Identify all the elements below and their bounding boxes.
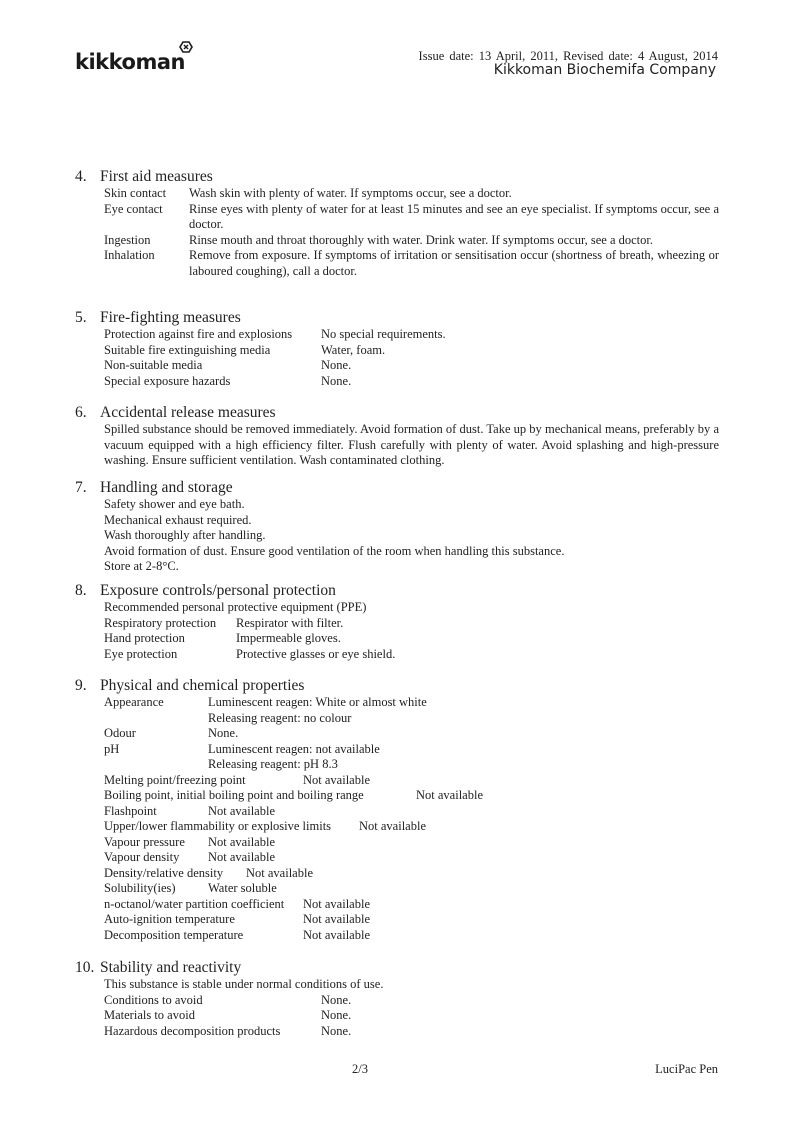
fire-row xyxy=(104,343,719,359)
property-label: Density/relative density xyxy=(104,865,224,880)
section-title: Physical and chemical properties xyxy=(100,677,305,694)
field-label: Protection against fire and explosions xyxy=(104,327,293,341)
field-value: Wash skin with plenty of water. If symptoms occur, see a doctor. xyxy=(189,186,512,200)
fire-row xyxy=(104,327,719,343)
product-name: LuciPac Pen xyxy=(655,1062,718,1076)
handling-line: Mechanical exhaust required. xyxy=(104,512,252,527)
section-number: 6. xyxy=(75,404,87,421)
section-heading xyxy=(75,479,719,497)
field-label: Respiratory protection xyxy=(104,615,217,630)
section-title: Stability and reactivity xyxy=(100,959,242,976)
property-label: Decomposition temperature xyxy=(104,927,244,942)
section-title: Accidental release measures xyxy=(100,404,276,421)
property-value: Not available xyxy=(303,912,370,926)
section-heading xyxy=(75,677,719,695)
handling-line: Avoid formation of dust. Ensure good ventilation of the room when handling this substance. xyxy=(104,543,565,558)
field-value: No special requirements. xyxy=(321,327,446,341)
property-row xyxy=(104,695,719,711)
property-label: Appearance xyxy=(104,695,164,709)
property-row xyxy=(104,726,719,742)
property-row xyxy=(104,788,719,804)
section-first-aid xyxy=(75,168,719,279)
field-value: Water, foam. xyxy=(321,342,386,357)
section-heading xyxy=(75,404,719,422)
field-label: Suitable fire extinguishing media xyxy=(104,342,271,357)
section-exposure-controls xyxy=(75,582,719,662)
property-row xyxy=(104,866,719,882)
property-row xyxy=(104,928,719,944)
property-value: Not available xyxy=(246,865,313,880)
field-label: Hazardous decomposition products xyxy=(104,1023,281,1038)
stability-row xyxy=(104,993,719,1009)
first-aid-row xyxy=(104,202,719,233)
stability-intro: This substance is stable under normal conditions of use. xyxy=(104,977,384,991)
kikkoman-logo xyxy=(75,40,195,74)
field-value: Respirator with filter. xyxy=(236,615,344,630)
property-label: Solubility(ies) xyxy=(104,881,176,895)
section-heading xyxy=(75,582,719,600)
ppe-row xyxy=(104,631,719,647)
property-value: Luminescent reagen: White or almost white xyxy=(208,695,427,709)
stability-row xyxy=(104,1008,719,1024)
handling-line: Safety shower and eye bath. xyxy=(104,497,245,511)
page-number: 2/3 xyxy=(352,1062,368,1076)
field-label: Eye protection xyxy=(104,646,178,661)
section-number: 9. xyxy=(75,677,87,694)
first-aid-row xyxy=(104,248,719,279)
property-label: Melting point/freezing point xyxy=(104,772,246,787)
property-row xyxy=(104,773,719,789)
property-row xyxy=(104,835,719,851)
ppe-intro: Recommended personal protective equipment (PPE) xyxy=(104,600,367,614)
field-label: Special exposure hazards xyxy=(104,373,231,388)
section-title: Exposure controls/personal protection xyxy=(100,582,336,599)
section-heading xyxy=(75,309,719,327)
property-label: Auto-ignition temperature xyxy=(104,912,235,926)
issue-date: Issue date: 13 April, 2011, Revised date: 4 August, 2014 xyxy=(418,49,718,63)
handling-line: Store at 2-8°C. xyxy=(104,559,179,573)
field-label: Skin contact xyxy=(104,186,167,200)
property-row xyxy=(104,711,719,727)
property-value: Not available xyxy=(208,834,275,849)
property-value: Luminescent reagen: not available xyxy=(208,741,380,756)
property-spacer xyxy=(104,711,208,727)
section-heading xyxy=(75,959,719,977)
section-fire-fighting xyxy=(75,309,719,389)
property-label: Vapour density xyxy=(104,850,180,864)
field-value: Protective glasses or eye shield. xyxy=(236,646,396,661)
property-spacer xyxy=(104,757,208,773)
property-label: Odour xyxy=(104,726,136,740)
field-value: None. xyxy=(321,992,352,1007)
property-value: None. xyxy=(208,726,239,740)
property-value: Releasing reagent: no colour xyxy=(208,710,352,725)
field-label: Conditions to avoid xyxy=(104,992,203,1007)
field-value: None. xyxy=(321,1008,352,1022)
field-label: Inhalation xyxy=(104,248,155,262)
section-title: Fire-fighting measures xyxy=(100,309,241,326)
property-row xyxy=(104,850,719,866)
section-title: Handling and storage xyxy=(100,479,233,496)
property-label: Flashpoint xyxy=(104,803,157,818)
field-label: Materials to avoid xyxy=(104,1008,195,1022)
field-value: None. xyxy=(321,1023,352,1038)
first-aid-row xyxy=(104,186,719,202)
section-handling-storage xyxy=(75,479,719,575)
property-value: Water soluble xyxy=(208,881,277,895)
ppe-row xyxy=(104,647,719,663)
property-row xyxy=(104,804,719,820)
section-stability-reactivity xyxy=(75,959,719,1039)
property-value: Not available xyxy=(208,803,275,818)
property-value: Releasing reagent: pH 8.3 xyxy=(208,757,338,771)
property-value: Not available xyxy=(359,819,426,833)
field-label: Ingestion xyxy=(104,232,151,247)
property-label: Boiling point, initial boiling point and boiling range xyxy=(104,788,364,802)
section-number: 4. xyxy=(75,168,87,185)
fire-row xyxy=(104,358,719,374)
section-number: 7. xyxy=(75,479,87,496)
property-value: Not available xyxy=(208,850,275,864)
handling-line: Wash thoroughly after handling. xyxy=(104,528,266,542)
property-value: Not available xyxy=(416,788,483,802)
field-value: None. xyxy=(321,358,352,372)
first-aid-row xyxy=(104,233,719,249)
svg-text:kikkoman: kikkoman xyxy=(75,50,185,74)
property-label: n-octanol/water partition coefficient xyxy=(104,896,285,911)
section-title: First aid measures xyxy=(100,168,213,185)
field-value: Rinse mouth and throat thoroughly with water. Drink water. If symptoms occur, see a doctor. xyxy=(189,232,653,247)
field-label: Eye contact xyxy=(104,201,163,216)
field-value: Rinse eyes with plenty of water for at least 15 minutes and see an eye specialist. If symptoms occur, see a doctor. xyxy=(189,201,719,231)
property-label: Vapour pressure xyxy=(104,834,185,849)
property-row xyxy=(104,742,719,758)
ppe-row xyxy=(104,616,719,632)
section-physical-chemical xyxy=(75,677,719,943)
property-label: Upper/lower flammability or explosive limits xyxy=(104,819,332,833)
field-label: Non-suitable media xyxy=(104,358,203,372)
property-value: Not available xyxy=(303,772,370,787)
property-value: Not available xyxy=(303,896,370,911)
field-value: Impermeable gloves. xyxy=(236,631,341,645)
property-label: pH xyxy=(104,741,120,756)
property-row xyxy=(104,819,719,835)
section-number: 10. xyxy=(75,959,95,976)
fire-row xyxy=(104,374,719,390)
property-row xyxy=(104,757,719,773)
section-heading xyxy=(75,168,719,186)
property-value: Not available xyxy=(303,927,370,942)
field-value: None. xyxy=(321,373,352,388)
release-paragraph: Spilled substance should be removed immediately. Avoid formation of dust. Take up by mechanical means, preferably by a vacuum equipped with a high efficiency filter. Flush carefully with plenty of water. Avoid splashing and high-pressure washing. Ensure sufficient ventilation. Wash contaminated clothing. xyxy=(104,422,719,467)
section-number: 5. xyxy=(75,309,87,326)
property-row xyxy=(104,881,719,897)
section-accidental-release xyxy=(75,404,719,469)
property-row xyxy=(104,912,719,928)
field-label: Hand protection xyxy=(104,631,185,645)
company-name: Kikkoman Biochemifa Company xyxy=(493,62,716,78)
section-number: 8. xyxy=(75,582,87,599)
field-value: Remove from exposure. If symptoms of irritation or sensitisation occur (shortness of breath, wheezing or laboured coughing), call a doctor. xyxy=(189,248,719,278)
stability-row xyxy=(104,1024,719,1040)
property-row xyxy=(104,897,719,913)
